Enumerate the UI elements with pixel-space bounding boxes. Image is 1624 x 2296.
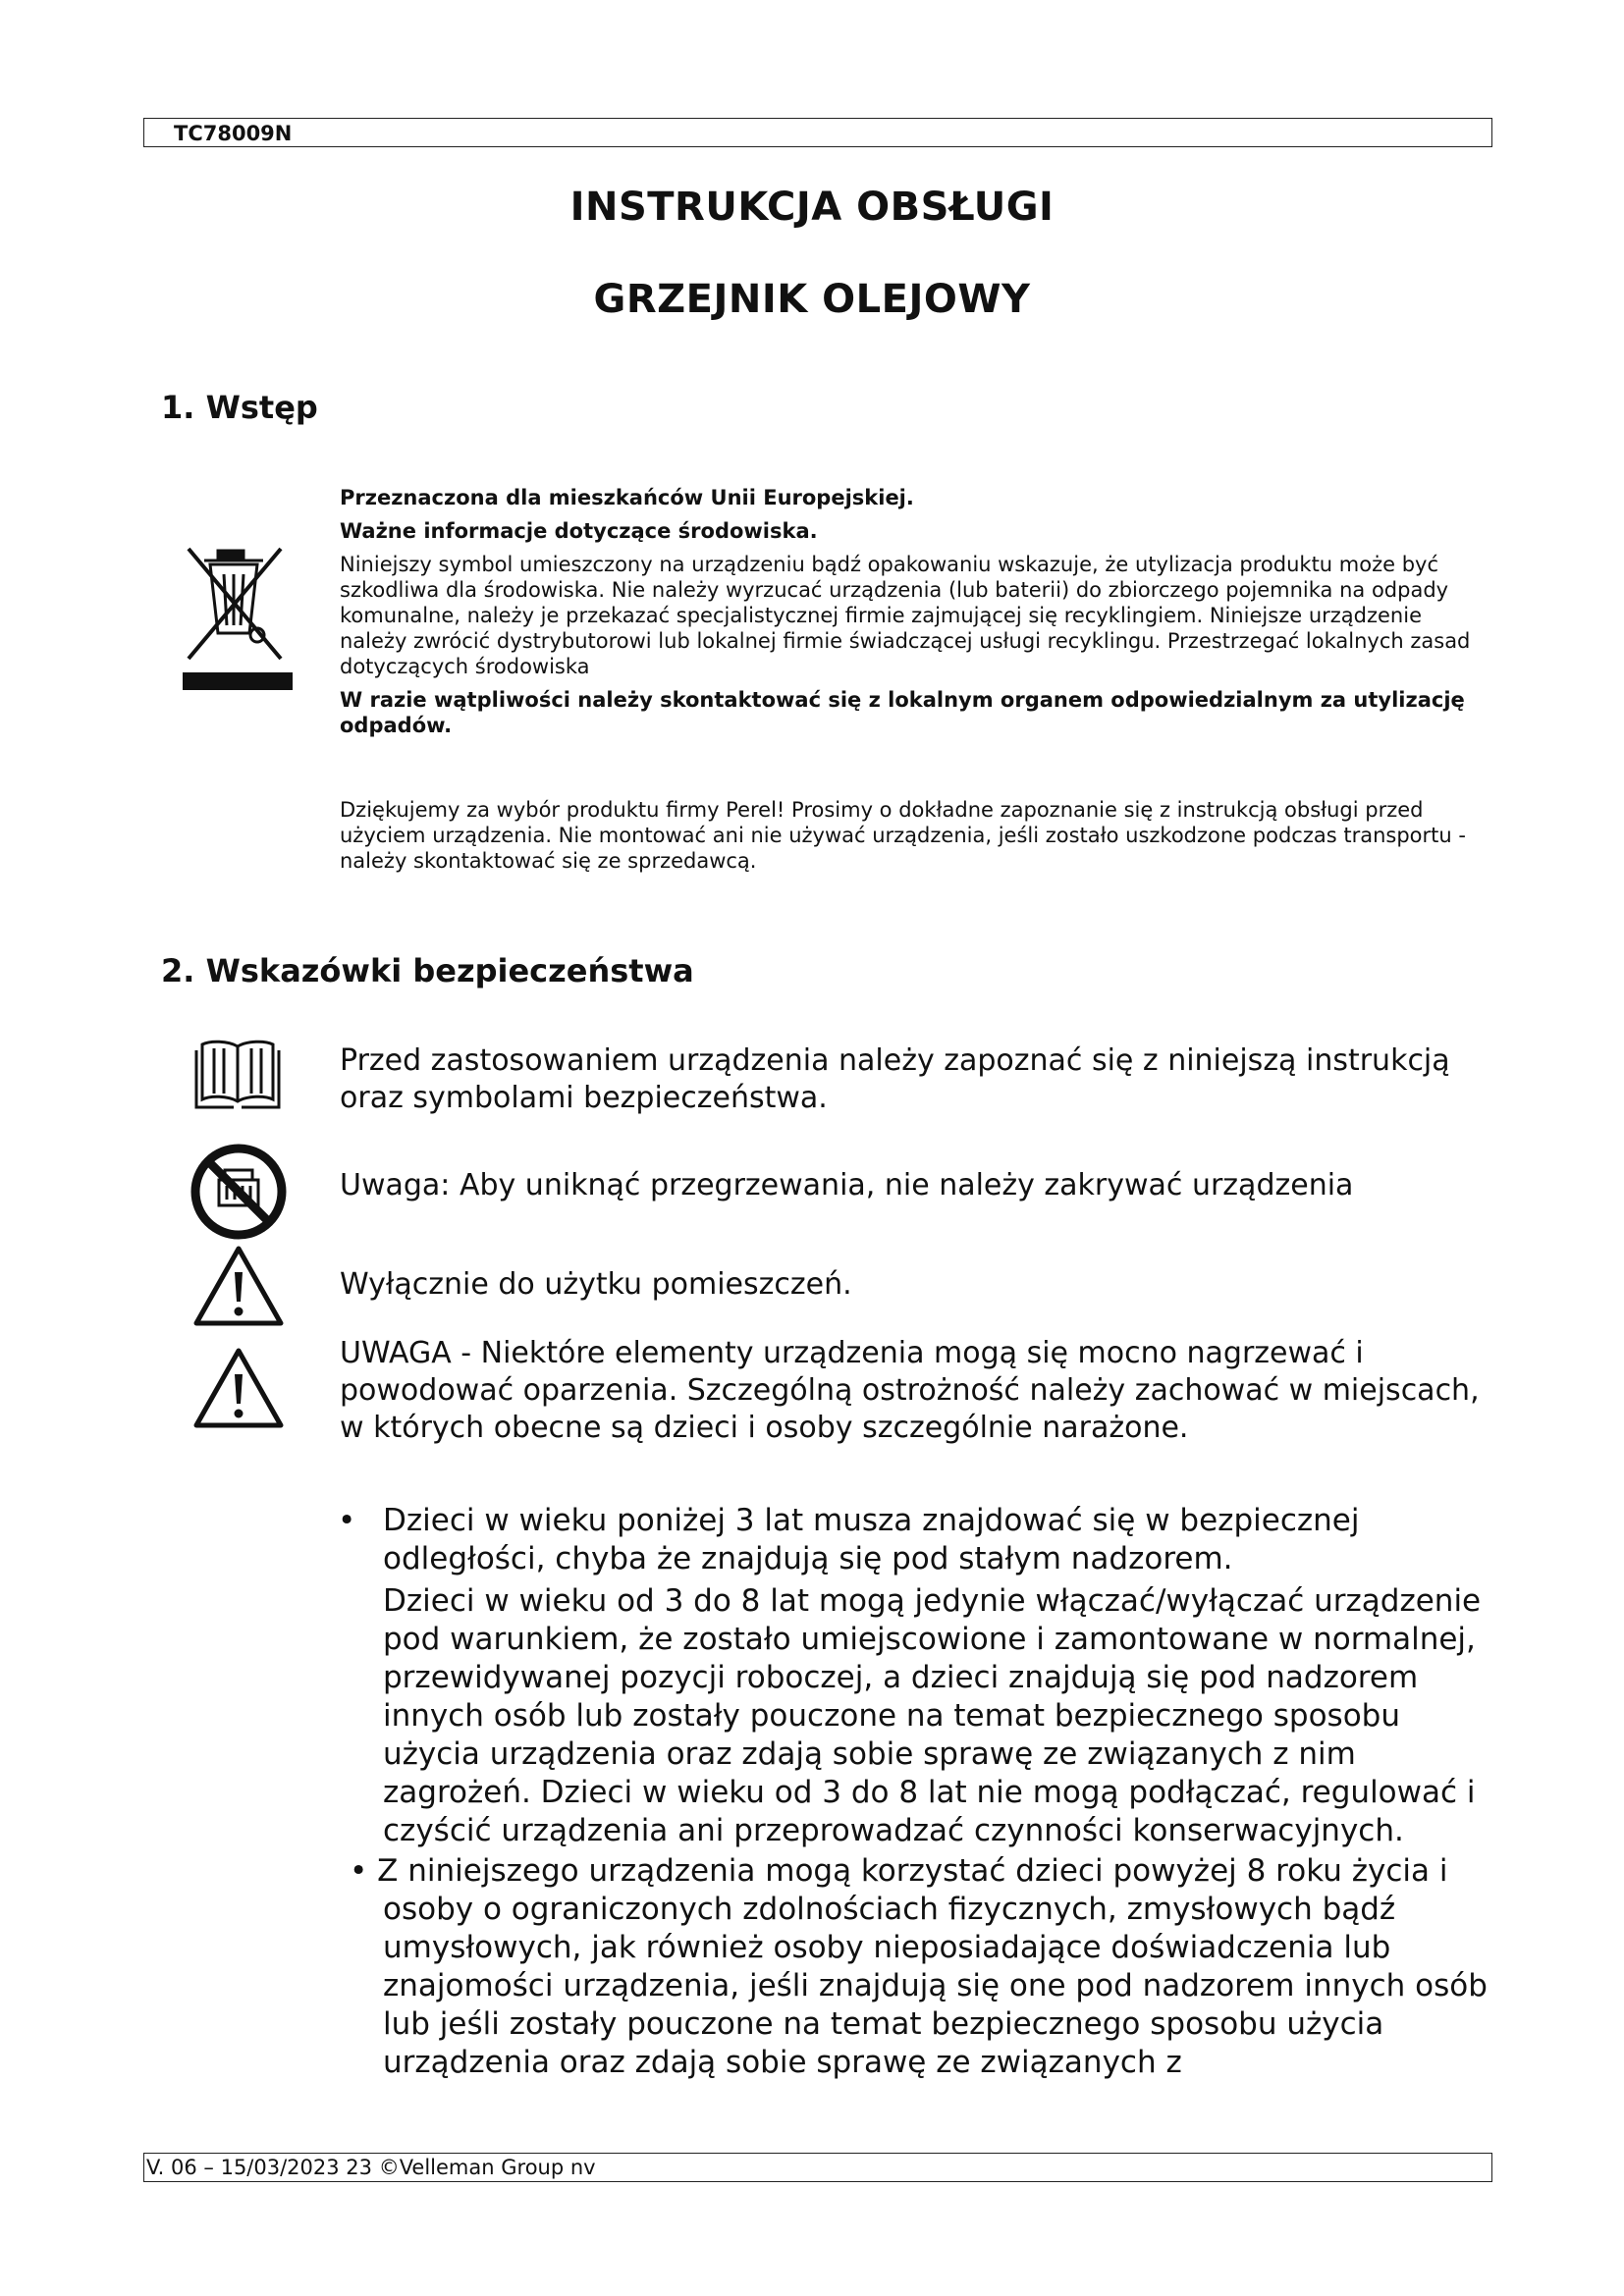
thank-you-paragraph: Dziękujemy za wybór produktu firmy Perel! Prosimy o dokładne zapoznanie się z instrukcją obsługi przed użyciem urządzenia. Nie montować ani nie używać urządzenia, jeśli zostało uszkodzone podczas transportu - należy skontaktować się ze sprzedawcą. xyxy=(340,798,1466,873)
read-manual-notice xyxy=(340,1042,1508,1117)
warning-hot-surface-icon xyxy=(192,1347,285,1429)
contact-authority-line: W razie wątpliwości należy skontaktować się z lokalnym organem odpowiedzialnym za utylizację odpadów. xyxy=(340,688,1465,737)
footer-bar xyxy=(143,2153,1492,2182)
bullet-children-under-3: Dzieci w wieku poniżej 3 lat musza znajdować się w bezpiecznej odległości, chyba że znajdują się pod stałym nadzorem. xyxy=(383,1503,1360,1576)
no-cover-text: Uwaga: Aby uniknąć przegrzewania, nie należy zakrywać urządzenia xyxy=(340,1168,1354,1202)
indoor-use-text: Wyłącznie do użytku pomieszczeń. xyxy=(340,1267,852,1302)
bullet-dot: • xyxy=(350,1853,368,1889)
no-cover-notice xyxy=(340,1167,1508,1204)
read-manual-icon xyxy=(194,1037,281,1111)
section-heading-safety: 2. Wskazówki bezpieczeństwa xyxy=(161,952,694,989)
weee-text: Niniejszy symbol umieszczony na urządzeniu bądź opakowaniu wskazuje, że utylizacja produktu może być szkodliwa dla środowiska. Nie należy wyrzucać urządzenia (lub baterii) do zbiorczego pojemnika na odpady komunalne, należy je przekazać specjalistycznej firmie zajmującej się recyklingiem. Niniejsze urządzenie należy zwrócić dystrybutorowi lub lokalnej firmie świadczącej usługi recyklingu. Przestrzegać lokalnych zasad dotyczących środowiska xyxy=(340,553,1471,678)
bullet-dot: • xyxy=(338,1503,356,1538)
weee-bin-icon xyxy=(183,543,293,700)
list-item xyxy=(334,1852,1502,2082)
header-bar xyxy=(143,118,1492,147)
hot-surface-text: UWAGA - Niektóre elementy urządzenia mogą się mocno nagrzewać i powodować oparzenia. Szczególną ostrożność należy zachować w miejscach, w których obecne są dzieci i osoby szczególnie narażone. xyxy=(340,1336,1480,1445)
manual-title: INSTRUKCJA OBSŁUGI xyxy=(569,185,1055,230)
product-code: TC78009N xyxy=(174,122,293,145)
weee-notice xyxy=(340,485,1479,738)
indoor-use-notice xyxy=(340,1266,1508,1304)
section-heading-intro: 1. Wstęp xyxy=(161,389,318,426)
list-item xyxy=(334,1502,1502,1850)
eu-residents-line: Przeznaczona dla mieszkańców Unii Europejskiej. xyxy=(340,486,914,509)
do-not-cover-icon xyxy=(189,1143,288,1241)
hot-surface-notice xyxy=(340,1335,1508,1447)
bullet-over-8-text: Z niniejszego urządzenia mogą korzystać dzieci powyżej 8 roku życia i osoby o ograniczonych zdolnościach fizycznych, zmysłowych bądź umysłowych, jak również osoby nieposiadające doświadczenia lub znajomości urządzenia, jeśli znajdują się one pod nadzorem innych osób lub jeśli zostały pouczone na temat bezpiecznego sposobu użycia urządzenia oraz zdają sobie sprawę ze związanych z xyxy=(377,1853,1488,2080)
safety-bullet-list xyxy=(334,1502,1502,2082)
environment-info-line: Ważne informacje dotyczące środowiska. xyxy=(340,519,818,543)
read-manual-text: Przed zastosowaniem urządzenia należy zapoznać się z niniejszą instrukcją oraz symbolami bezpieczeństwa. xyxy=(340,1043,1450,1115)
product-title: GRZEJNIK OLEJOWY xyxy=(593,277,1031,322)
bullet-children-over-8 xyxy=(350,1852,1502,2082)
footer-version-text: V. 06 – 15/03/2023 23 ©Velleman Group nv xyxy=(146,2156,596,2179)
warning-indoor-icon xyxy=(192,1245,285,1327)
bullet-children-3-to-8: Dzieci w wieku od 3 do 8 lat mogą jedynie włączać/wyłączać urządzenie pod warunkiem, że zostało umiejscowione i zamontowane w normalnej, przewidywanej pozycji roboczej, a dzieci znajdują się pod nadzorem innych osób lub zostały pouczone na temat bezpiecznego sposobu użycia urządzenia oraz zdają sobie sprawę ze związanych z nim zagrożeń. Dzieci w wieku od 3 do 8 lat nie mogą podłączać, regulować i czyścić urządzenia ani przeprowadzać czynności konserwacyjnych. xyxy=(383,1583,1482,1848)
